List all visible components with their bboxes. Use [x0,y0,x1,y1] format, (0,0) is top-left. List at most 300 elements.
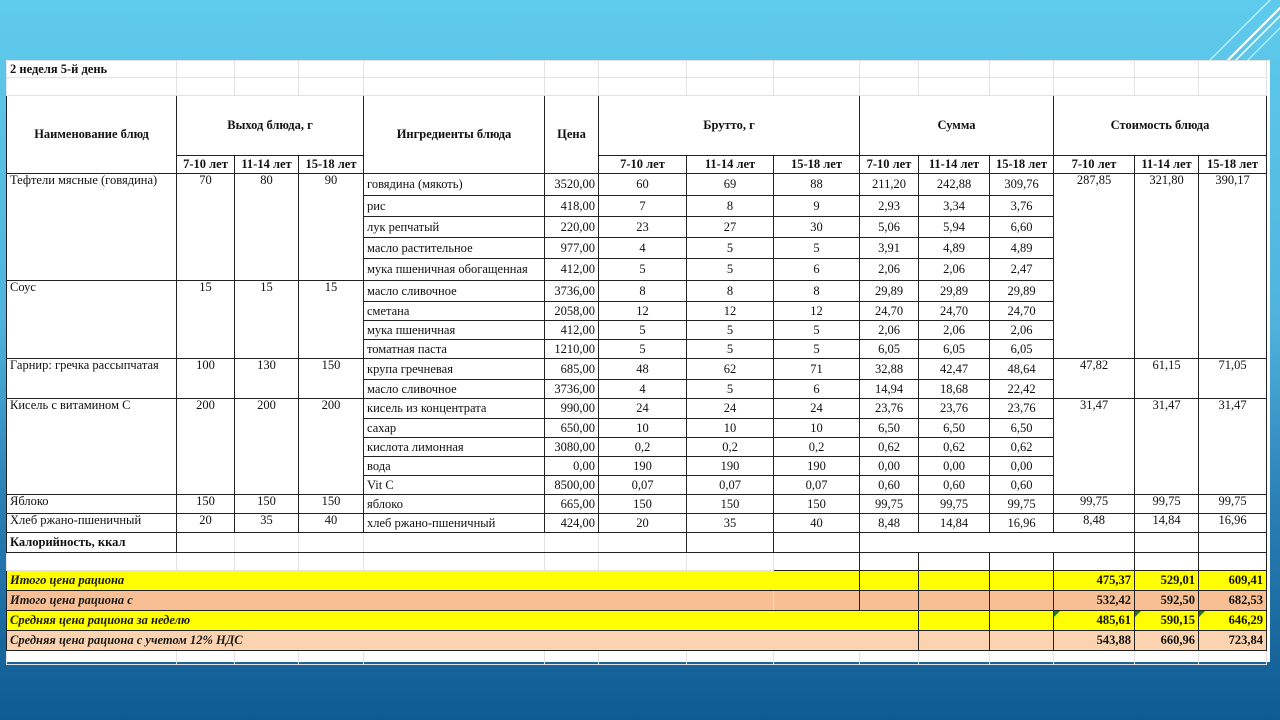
ingredient-sum[interactable]: 24,70 [860,302,919,321]
ingredient-brutto[interactable]: 35 [687,514,774,533]
header-age-yield[interactable]: 7-10 лет [177,156,235,174]
ingredient-brutto[interactable]: 8 [599,281,687,302]
ingredient-brutto[interactable]: 6 [774,380,860,399]
empty-cell[interactable] [299,533,364,553]
ingredient-sum[interactable]: 2,06 [860,321,919,340]
empty-cell[interactable] [545,78,599,96]
ingredient-brutto[interactable]: 71 [774,359,860,380]
ingredient-brutto[interactable]: 0,07 [687,476,774,495]
ingredient-brutto[interactable]: 24 [599,399,687,419]
ingredient-brutto[interactable]: 62 [687,359,774,380]
dish-yield[interactable]: 15 [177,281,235,359]
ingredient-brutto[interactable]: 24 [774,399,860,419]
empty-cell[interactable] [545,61,599,78]
ingredient-sum[interactable]: 0,00 [990,457,1054,476]
ingredient-brutto[interactable]: 190 [687,457,774,476]
summary-value[interactable]: 723,84 [1199,631,1267,651]
empty-cell[interactable] [990,591,1054,611]
empty-cell[interactable] [1199,61,1267,78]
empty-cell[interactable] [774,553,860,571]
ingredient-name[interactable]: хлеб ржано-пшеничный [364,514,545,533]
dish-yield[interactable]: 90 [299,174,364,281]
empty-cell[interactable] [599,553,687,571]
summary-value[interactable]: 475,37 [1054,571,1135,591]
ingredient-name[interactable]: Vit C [364,476,545,495]
dish-yield[interactable]: 40 [299,514,364,533]
dish-yield[interactable]: 80 [235,174,299,281]
summary-value[interactable]: 529,01 [1135,571,1199,591]
calories-label[interactable]: Калорийность, ккал [7,533,177,553]
summary-value[interactable]: 609,41 [1199,571,1267,591]
empty-cell[interactable] [1054,61,1135,78]
ingredient-name[interactable]: сметана [364,302,545,321]
ingredient-brutto[interactable]: 12 [687,302,774,321]
dish-yield[interactable]: 15 [299,281,364,359]
ingredient-brutto[interactable]: 40 [774,514,860,533]
empty-cell[interactable] [919,591,990,611]
ingredient-sum[interactable]: 23,76 [860,399,919,419]
header-age-cost[interactable]: 11-14 лет [1135,156,1199,174]
empty-cell[interactable] [919,631,990,651]
header-price[interactable]: Цена [545,96,599,174]
ingredient-brutto[interactable]: 150 [599,495,687,514]
ingredient-brutto[interactable]: 9 [774,196,860,217]
empty-cell[interactable] [774,533,860,553]
empty-cell[interactable] [1135,651,1199,665]
empty-cell[interactable] [990,631,1054,651]
empty-cell[interactable] [860,571,919,591]
empty-cell[interactable] [860,553,919,571]
ingredient-brutto[interactable]: 190 [774,457,860,476]
ingredient-brutto[interactable]: 5 [687,238,774,259]
dish-name[interactable]: Соус [7,281,177,359]
dish-cost[interactable]: 31,47 [1135,399,1199,495]
empty-cell[interactable] [774,651,860,665]
empty-cell[interactable] [299,553,364,571]
empty-cell[interactable] [364,533,545,553]
empty-cell[interactable] [1054,651,1135,665]
ingredient-sum[interactable]: 2,06 [919,321,990,340]
ingredient-name[interactable]: масло растительное [364,238,545,259]
empty-cell[interactable] [177,553,235,571]
header-brutto[interactable]: Брутто, г [599,96,860,156]
empty-cell[interactable] [299,61,364,78]
ingredient-brutto[interactable]: 5 [774,238,860,259]
empty-cell[interactable] [545,553,599,571]
empty-cell[interactable] [774,78,860,96]
header-cost[interactable]: Стоимость блюда [1054,96,1267,156]
ingredient-price[interactable]: 220,00 [545,217,599,238]
dish-cost[interactable]: 99,75 [1135,495,1199,514]
dish-cost[interactable]: 47,82 [1054,359,1135,399]
empty-cell[interactable] [919,61,990,78]
empty-cell[interactable] [1135,61,1199,78]
ingredient-brutto[interactable]: 4 [599,238,687,259]
ingredient-brutto[interactable]: 0,2 [687,438,774,457]
empty-cell[interactable] [545,651,599,665]
ingredient-sum[interactable]: 6,05 [990,340,1054,359]
ingredient-sum[interactable]: 6,05 [860,340,919,359]
ingredient-brutto[interactable]: 10 [599,419,687,438]
ingredient-sum[interactable]: 14,94 [860,380,919,399]
empty-cell[interactable] [860,61,919,78]
ingredient-sum[interactable]: 0,00 [860,457,919,476]
ingredient-brutto[interactable]: 7 [599,196,687,217]
empty-cell[interactable] [990,611,1054,631]
empty-cell[interactable] [860,78,919,96]
ingredient-brutto[interactable]: 5 [687,340,774,359]
empty-cell[interactable] [545,533,599,553]
sheet-title[interactable]: 2 неделя 5-й день [7,61,177,78]
dish-name[interactable]: Кисель с витамином С [7,399,177,495]
ingredient-brutto[interactable]: 5 [599,259,687,281]
header-dish-name[interactable]: Наименование блюд [7,96,177,174]
ingredient-sum[interactable]: 0,62 [860,438,919,457]
empty-cell[interactable] [7,651,177,665]
ingredient-sum[interactable]: 211,20 [860,174,919,196]
ingredient-sum[interactable]: 4,89 [919,238,990,259]
ingredient-sum[interactable]: 16,96 [990,514,1054,533]
ingredient-sum[interactable]: 309,76 [990,174,1054,196]
dish-name[interactable]: Яблоко [7,495,177,514]
empty-cell[interactable] [599,651,687,665]
empty-cell[interactable] [990,553,1054,571]
ingredient-sum[interactable]: 2,06 [919,259,990,281]
empty-cell[interactable] [1199,78,1267,96]
ingredient-price[interactable]: 3736,00 [545,380,599,399]
empty-cell[interactable] [177,61,235,78]
dish-cost[interactable]: 8,48 [1054,514,1135,533]
ingredient-sum[interactable]: 99,75 [990,495,1054,514]
ingredient-price[interactable]: 3520,00 [545,174,599,196]
empty-cell[interactable] [774,61,860,78]
ingredient-brutto[interactable]: 4 [599,380,687,399]
dish-yield[interactable]: 200 [177,399,235,495]
empty-cell[interactable] [1199,651,1267,665]
ingredient-name[interactable]: кисель из концентрата [364,399,545,419]
empty-cell[interactable] [364,651,545,665]
dish-cost[interactable]: 71,05 [1199,359,1267,399]
summary-value[interactable]: 682,53 [1199,591,1267,611]
ingredient-brutto[interactable]: 10 [774,419,860,438]
empty-cell[interactable] [919,611,990,631]
empty-cell[interactable] [990,78,1054,96]
ingredient-brutto[interactable]: 5 [687,380,774,399]
ingredient-sum[interactable]: 22,42 [990,380,1054,399]
ingredient-brutto[interactable]: 12 [599,302,687,321]
dish-cost[interactable]: 99,75 [1054,495,1135,514]
ingredient-name[interactable]: рис [364,196,545,217]
empty-cell[interactable] [235,533,299,553]
ingredient-sum[interactable]: 6,50 [860,419,919,438]
dish-yield[interactable]: 200 [235,399,299,495]
ingredient-sum[interactable]: 2,47 [990,259,1054,281]
empty-cell[interactable] [299,651,364,665]
ingredient-brutto[interactable]: 150 [774,495,860,514]
header-age-yield[interactable]: 11-14 лет [235,156,299,174]
ingredient-name[interactable]: масло сливочное [364,380,545,399]
ingredient-brutto[interactable]: 48 [599,359,687,380]
ingredient-name[interactable]: сахар [364,419,545,438]
ingredient-name[interactable]: масло сливочное [364,281,545,302]
ingredient-name[interactable]: яблоко [364,495,545,514]
ingredient-brutto[interactable]: 5 [599,340,687,359]
ingredient-sum[interactable]: 29,89 [860,281,919,302]
header-age-brutto[interactable]: 11-14 лет [687,156,774,174]
ingredient-brutto[interactable]: 0,07 [774,476,860,495]
ingredient-brutto[interactable]: 23 [599,217,687,238]
empty-cell[interactable] [919,571,990,591]
empty-cell[interactable] [7,78,177,96]
empty-cell[interactable] [687,61,774,78]
ingredient-sum[interactable]: 48,64 [990,359,1054,380]
dish-yield[interactable]: 150 [235,495,299,514]
ingredient-price[interactable]: 665,00 [545,495,599,514]
ingredient-sum[interactable]: 6,50 [990,419,1054,438]
empty-cell[interactable] [177,533,235,553]
ingredient-sum[interactable]: 4,89 [990,238,1054,259]
summary-value[interactable]: 646,29 [1199,611,1267,631]
ingredient-sum[interactable]: 3,34 [919,196,990,217]
ingredient-price[interactable]: 418,00 [545,196,599,217]
header-age-sum[interactable]: 15-18 лет [990,156,1054,174]
dish-cost[interactable]: 31,47 [1199,399,1267,495]
ingredient-price[interactable]: 650,00 [545,419,599,438]
header-age-cost[interactable]: 7-10 лет [1054,156,1135,174]
ingredient-brutto[interactable]: 8 [687,196,774,217]
ingredient-price[interactable]: 0,00 [545,457,599,476]
ingredient-sum[interactable]: 5,06 [860,217,919,238]
ingredient-sum[interactable]: 3,91 [860,238,919,259]
dish-cost[interactable]: 61,15 [1135,359,1199,399]
ingredient-sum[interactable]: 2,93 [860,196,919,217]
empty-cell[interactable] [687,553,774,571]
empty-cell[interactable] [1135,78,1199,96]
ingredient-brutto[interactable]: 20 [599,514,687,533]
ingredient-brutto[interactable]: 0,2 [774,438,860,457]
summary-value[interactable]: 543,88 [1054,631,1135,651]
ingredient-sum[interactable]: 42,47 [919,359,990,380]
empty-cell[interactable] [919,553,990,571]
ingredient-brutto[interactable]: 5 [687,259,774,281]
empty-cell[interactable] [774,571,860,591]
ingredient-sum[interactable]: 3,76 [990,196,1054,217]
ingredient-sum[interactable]: 0,00 [919,457,990,476]
ingredient-price[interactable]: 424,00 [545,514,599,533]
ingredient-sum[interactable]: 99,75 [860,495,919,514]
empty-cell[interactable] [177,78,235,96]
ingredient-sum[interactable]: 99,75 [919,495,990,514]
ingredient-sum[interactable]: 6,05 [919,340,990,359]
empty-cell[interactable] [1054,78,1135,96]
dish-yield[interactable]: 150 [177,495,235,514]
ingredient-sum[interactable]: 0,60 [990,476,1054,495]
header-yield[interactable]: Выход блюда, г [177,96,364,156]
ingredient-sum[interactable]: 2,06 [990,321,1054,340]
empty-cell[interactable] [177,651,235,665]
ingredient-brutto[interactable]: 6 [774,259,860,281]
ingredient-brutto[interactable]: 12 [774,302,860,321]
ingredient-name[interactable]: крупа гречневая [364,359,545,380]
ingredient-sum[interactable]: 0,62 [990,438,1054,457]
ingredient-price[interactable]: 8500,00 [545,476,599,495]
ingredient-sum[interactable]: 2,06 [860,259,919,281]
ingredient-brutto[interactable]: 5 [774,321,860,340]
dish-yield[interactable]: 35 [235,514,299,533]
dish-yield[interactable]: 20 [177,514,235,533]
ingredient-brutto[interactable]: 8 [774,281,860,302]
empty-cell[interactable] [235,553,299,571]
ingredient-name[interactable]: говядина (мякоть) [364,174,545,196]
ingredient-brutto[interactable]: 24 [687,399,774,419]
summary-label[interactable]: Средняя цена рациона за неделю [7,611,919,631]
ingredient-price[interactable]: 2058,00 [545,302,599,321]
summary-value[interactable]: 592,50 [1135,591,1199,611]
dish-cost[interactable]: 16,96 [1199,514,1267,533]
empty-cell[interactable] [1135,533,1199,553]
ingredient-brutto[interactable]: 150 [687,495,774,514]
ingredient-sum[interactable]: 18,68 [919,380,990,399]
ingredient-sum[interactable]: 32,88 [860,359,919,380]
ingredient-brutto[interactable]: 10 [687,419,774,438]
ingredient-name[interactable]: мука пшеничная обогащенная [364,259,545,281]
dish-yield[interactable]: 200 [299,399,364,495]
empty-cell[interactable] [687,533,774,553]
ingredient-brutto[interactable]: 8 [687,281,774,302]
ingredient-sum[interactable]: 14,84 [919,514,990,533]
dish-yield[interactable]: 150 [299,359,364,399]
ingredient-sum[interactable]: 6,60 [990,217,1054,238]
empty-cell[interactable] [1199,533,1267,553]
dish-cost[interactable]: 31,47 [1054,399,1135,495]
dish-yield[interactable]: 150 [299,495,364,514]
header-age-cost[interactable]: 15-18 лет [1199,156,1267,174]
dish-yield[interactable]: 70 [177,174,235,281]
dish-yield[interactable]: 130 [235,359,299,399]
ingredient-price[interactable]: 977,00 [545,238,599,259]
ingredient-sum[interactable]: 23,76 [990,399,1054,419]
ingredient-price[interactable]: 685,00 [545,359,599,380]
header-age-sum[interactable]: 11-14 лет [919,156,990,174]
ingredient-price[interactable]: 412,00 [545,321,599,340]
empty-cell[interactable] [599,78,687,96]
header-sum[interactable]: Сумма [860,96,1054,156]
empty-cell[interactable] [7,553,177,571]
dish-cost[interactable]: 287,85 [1054,174,1135,359]
header-ingredients[interactable]: Ингредиенты блюда [364,96,545,174]
summary-value[interactable]: 485,61 [1054,611,1135,631]
dish-name[interactable]: Тефтели мясные (говядина) [7,174,177,281]
empty-cell[interactable] [364,61,545,78]
dish-name[interactable]: Хлеб ржано-пшеничный [7,514,177,533]
ingredient-sum[interactable]: 242,88 [919,174,990,196]
header-age-sum[interactable]: 7-10 лет [860,156,919,174]
empty-cell[interactable] [687,651,774,665]
ingredient-sum[interactable]: 0,60 [919,476,990,495]
header-age-brutto[interactable]: 15-18 лет [774,156,860,174]
ingredient-brutto[interactable]: 5 [774,340,860,359]
header-age-yield[interactable]: 15-18 лет [299,156,364,174]
empty-cell[interactable] [919,78,990,96]
empty-cell[interactable] [364,553,545,571]
empty-cell[interactable] [1054,553,1135,571]
empty-cell[interactable] [1199,553,1267,571]
ingredient-name[interactable]: кислота лимонная [364,438,545,457]
ingredient-sum[interactable]: 24,70 [919,302,990,321]
ingredient-brutto[interactable]: 0,07 [599,476,687,495]
empty-cell[interactable] [299,78,364,96]
ingredient-brutto[interactable]: 190 [599,457,687,476]
empty-cell[interactable] [235,61,299,78]
ingredient-brutto[interactable]: 5 [599,321,687,340]
ingredient-brutto[interactable]: 69 [687,174,774,196]
empty-cell[interactable] [599,533,687,553]
ingredient-brutto[interactable]: 60 [599,174,687,196]
ingredient-sum[interactable]: 0,60 [860,476,919,495]
dish-yield[interactable]: 100 [177,359,235,399]
ingredient-sum[interactable]: 23,76 [919,399,990,419]
summary-label[interactable]: Средняя цена рациона с учетом 12% НДС [7,631,919,651]
ingredient-sum[interactable]: 5,94 [919,217,990,238]
ingredient-sum[interactable]: 8,48 [860,514,919,533]
empty-cell[interactable] [364,78,545,96]
ingredient-sum[interactable]: 24,70 [990,302,1054,321]
ingredient-name[interactable]: мука пшеничная [364,321,545,340]
ingredient-price[interactable]: 412,00 [545,259,599,281]
header-age-brutto[interactable]: 7-10 лет [599,156,687,174]
ingredient-sum[interactable]: 0,62 [919,438,990,457]
ingredient-price[interactable]: 3736,00 [545,281,599,302]
empty-cell[interactable] [990,651,1054,665]
empty-cell[interactable] [860,651,919,665]
dish-cost[interactable]: 390,17 [1199,174,1267,359]
ingredient-price[interactable]: 990,00 [545,399,599,419]
ingredient-name[interactable]: томатная паста [364,340,545,359]
summary-value[interactable]: 532,42 [1054,591,1135,611]
ingredient-name[interactable]: лук репчатый [364,217,545,238]
empty-cell[interactable] [774,591,860,611]
empty-cell[interactable] [990,571,1054,591]
empty-cell[interactable] [1135,553,1199,571]
ingredient-brutto[interactable]: 0,2 [599,438,687,457]
ingredient-sum[interactable]: 29,89 [990,281,1054,302]
ingredient-brutto[interactable]: 5 [687,321,774,340]
ingredient-brutto[interactable]: 88 [774,174,860,196]
summary-label[interactable]: Итого цена рациона [7,571,774,591]
empty-cell[interactable] [235,651,299,665]
empty-cell[interactable] [235,78,299,96]
ingredient-name[interactable]: вода [364,457,545,476]
ingredient-sum[interactable]: 6,50 [919,419,990,438]
empty-cell[interactable] [860,591,919,611]
dish-cost[interactable]: 321,80 [1135,174,1199,359]
summary-value[interactable]: 590,15 [1135,611,1199,631]
dish-name[interactable]: Гарнир: гречка рассыпчатая [7,359,177,399]
dish-yield[interactable]: 15 [235,281,299,359]
empty-cell[interactable] [687,78,774,96]
summary-value[interactable]: 660,96 [1135,631,1199,651]
ingredient-price[interactable]: 1210,00 [545,340,599,359]
dish-cost[interactable]: 14,84 [1135,514,1199,533]
ingredient-brutto[interactable]: 27 [687,217,774,238]
summary-label[interactable]: Итого цена рациона с [7,591,774,611]
ingredient-sum[interactable]: 29,89 [919,281,990,302]
empty-cell[interactable] [990,61,1054,78]
ingredient-price[interactable]: 3080,00 [545,438,599,457]
empty-cell[interactable] [860,533,1135,553]
empty-cell[interactable] [919,651,990,665]
ingredient-brutto[interactable]: 30 [774,217,860,238]
